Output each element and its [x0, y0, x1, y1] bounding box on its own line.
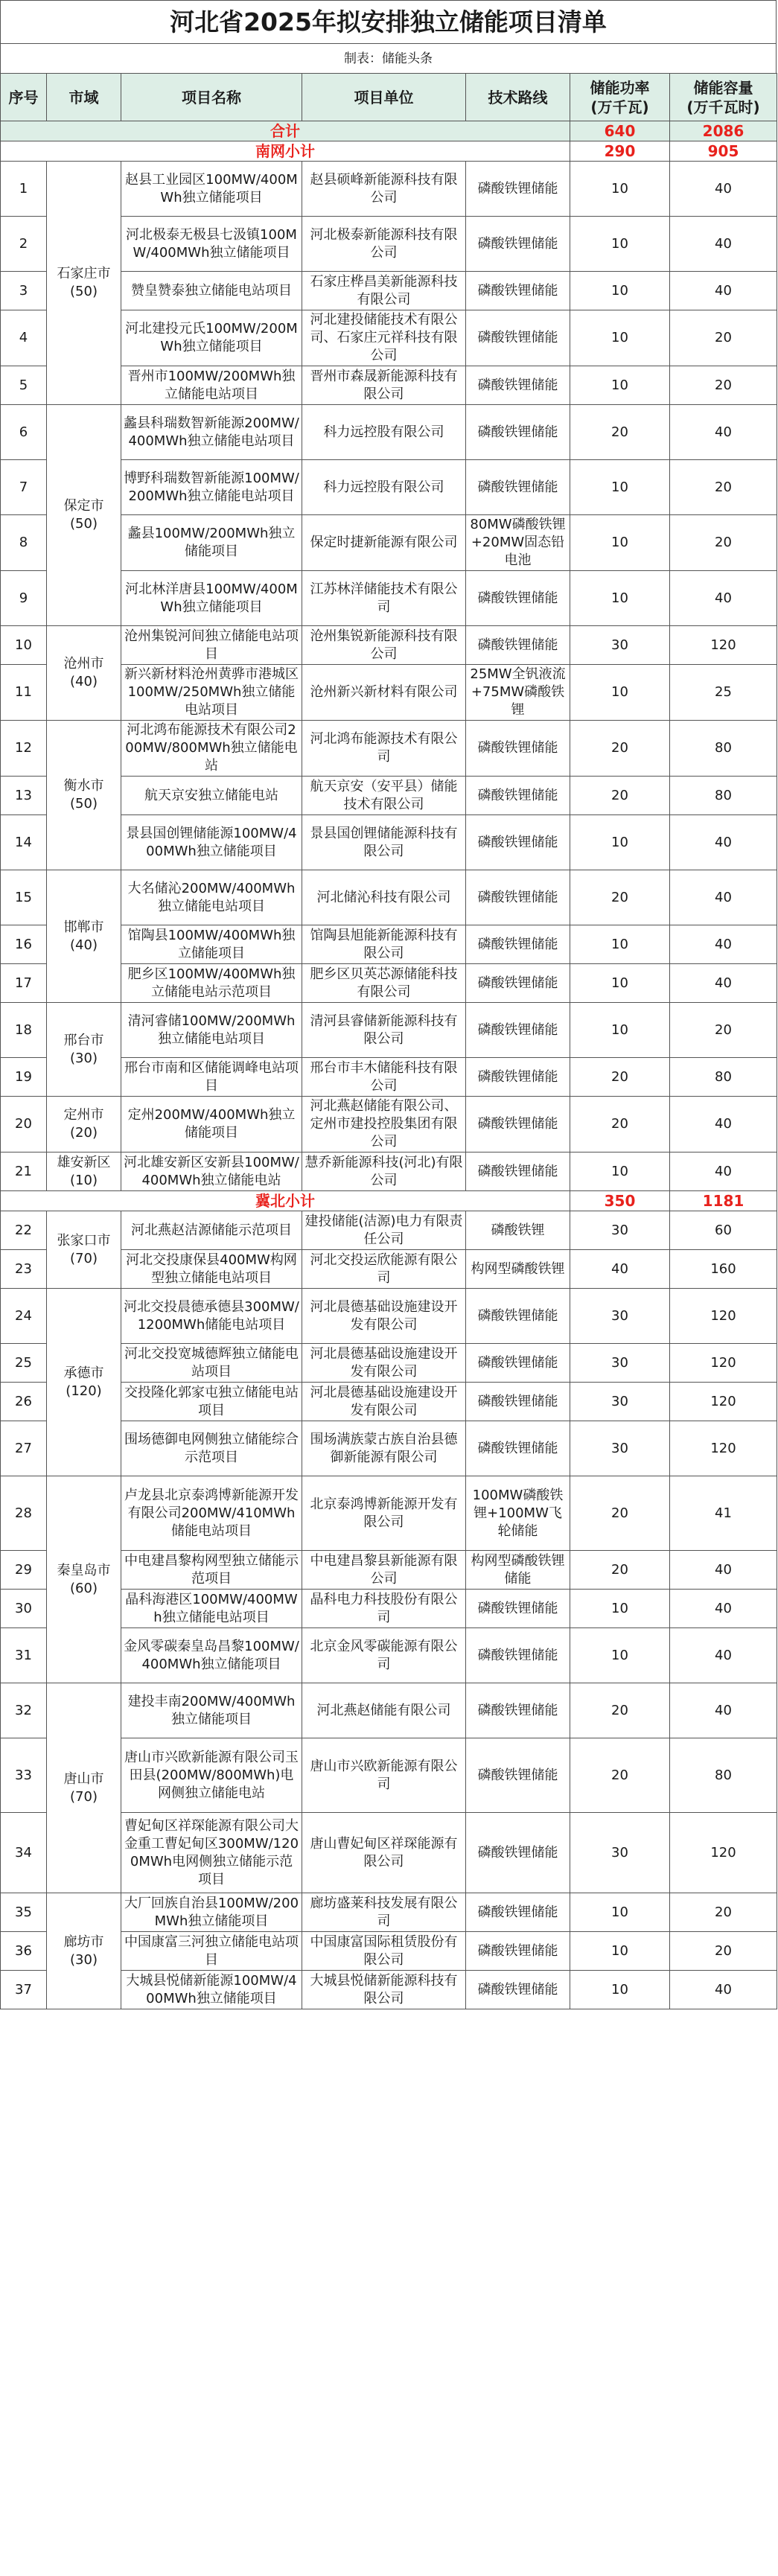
row-number: 29: [1, 1551, 47, 1590]
project-org: 河北晨德基础设施建设开发有限公司: [302, 1289, 466, 1344]
tech-route: 磷酸铁锂储能: [466, 1738, 570, 1813]
project-org: 景县国创锂储能源科技有限公司: [302, 815, 466, 870]
project-name: 晋州市100MW/200MWh独立储能电站项目: [121, 366, 302, 405]
project-org: 河北晨德基础设施建设开发有限公司: [302, 1344, 466, 1383]
row-number: 16: [1, 925, 47, 964]
power-value: 10: [570, 366, 670, 405]
capacity-value: 120: [670, 1813, 777, 1893]
project-name: 博野科瑞数智新能源100MW/200MWh独立储能电站项目: [121, 460, 302, 515]
tech-route: 100MW磷酸铁锂+100MW飞轮储能: [466, 1476, 570, 1551]
header-org: 项目单位: [302, 74, 466, 121]
project-org: 河北建投储能技术有限公司、石家庄元祥科技有限公司: [302, 310, 466, 366]
row-number: 8: [1, 515, 47, 571]
project-org: 河北交投运欣能源有限公司: [302, 1250, 466, 1289]
row-number: 19: [1, 1058, 47, 1097]
tech-route: 磷酸铁锂储能: [466, 1344, 570, 1383]
project-org: 晋州市森晟新能源科技有限公司: [302, 366, 466, 405]
capacity-value: 20: [670, 1003, 777, 1058]
city-cell: 廊坊市 (30): [47, 1893, 121, 2009]
tech-route: 25MW全钒液流+75MW磷酸铁锂: [466, 665, 570, 721]
capacity-value: 120: [670, 626, 777, 665]
page-title: 河北省2025年拟安排独立储能项目清单: [0, 0, 777, 43]
capacity-value: 60: [670, 1211, 777, 1250]
tech-route: 磷酸铁锂储能: [466, 162, 570, 217]
table-row: [1, 1476, 777, 1551]
north-subtotal-row-capacity: 1181: [670, 1191, 777, 1211]
city-cell: 保定市 (50): [47, 405, 121, 626]
project-org: 江苏林洋储能技术有限公司: [302, 571, 466, 626]
header-name: 项目名称: [121, 74, 302, 121]
capacity-value: 20: [670, 515, 777, 571]
table-row: [1, 1003, 777, 1058]
capacity-value: 20: [670, 1932, 777, 1971]
power-value: 20: [570, 1476, 670, 1551]
power-value: 10: [570, 515, 670, 571]
tech-route: 磷酸铁锂储能: [466, 815, 570, 870]
tech-route: 构网型磷酸铁锂: [466, 1250, 570, 1289]
capacity-value: 40: [670, 571, 777, 626]
table-row: [1, 1211, 777, 1250]
capacity-value: 20: [670, 1893, 777, 1932]
project-name: 交投隆化郭家屯独立储能电站项目: [121, 1383, 302, 1421]
project-name: 围场德御电网侧独立储能综合示范项目: [121, 1421, 302, 1476]
tech-route: 磷酸铁锂储能: [466, 1003, 570, 1058]
header-city: 市域: [47, 74, 121, 121]
tech-route: 磷酸铁锂: [466, 1211, 570, 1250]
tech-route: 磷酸铁锂储能: [466, 405, 570, 460]
tech-route: 磷酸铁锂储能: [466, 1813, 570, 1893]
capacity-value: 40: [670, 1971, 777, 2009]
tech-route: 磷酸铁锂储能: [466, 1421, 570, 1476]
project-org: 慧乔新能源科技(河北)有限公司: [302, 1152, 466, 1191]
project-org: 河北晨德基础设施建设开发有限公司: [302, 1383, 466, 1421]
power-value: 10: [570, 1628, 670, 1683]
table-body: [1, 121, 777, 2009]
tech-route: 构网型磷酸铁锂储能: [466, 1551, 570, 1590]
capacity-value: 40: [670, 1097, 777, 1152]
tech-route: 80MW磷酸铁锂+20MW固态铅电池: [466, 515, 570, 571]
project-name: 河北鸿布能源技术有限公司200MW/800MWh独立储能电站: [121, 721, 302, 777]
project-name: 曹妃甸区祥琛能源有限公司大金重工曹妃甸区300MW/1200MWh电网侧独立储能示范项目: [121, 1813, 302, 1893]
table-row: [1, 162, 777, 217]
project-name: 建投丰南200MW/400MWh独立储能项目: [121, 1683, 302, 1738]
project-name: 晶科海港区100MW/400MWh独立储能电站项目: [121, 1590, 302, 1628]
row-number: 26: [1, 1383, 47, 1421]
project-org: 航天京安（安平县）储能技术有限公司: [302, 777, 466, 815]
row-number: 24: [1, 1289, 47, 1344]
power-value: 20: [570, 1551, 670, 1590]
tech-route: 磷酸铁锂储能: [466, 870, 570, 925]
project-name: 河北交投康保县400MW构网型独立储能电站项目: [121, 1250, 302, 1289]
total-row-power: 640: [570, 121, 670, 141]
table-row: [1, 1097, 777, 1152]
tech-route: 磷酸铁锂储能: [466, 925, 570, 964]
project-org: 河北鸿布能源技术有限公司: [302, 721, 466, 777]
power-value: 30: [570, 626, 670, 665]
power-value: 20: [570, 777, 670, 815]
city-cell: 秦皇岛市 (60): [47, 1476, 121, 1683]
row-number: 5: [1, 366, 47, 405]
project-org: 晶科电力科技股份有限公司: [302, 1590, 466, 1628]
project-name: 河北雄安新区安新县100MW/400MWh独立储能电站: [121, 1152, 302, 1191]
row-number: 36: [1, 1932, 47, 1971]
tech-route: 磷酸铁锂储能: [466, 1590, 570, 1628]
project-name: 赞皇赞泰独立储能电站项目: [121, 272, 302, 310]
total-row-capacity: 2086: [670, 121, 777, 141]
row-number: 6: [1, 405, 47, 460]
city-cell: 张家口市 (70): [47, 1211, 121, 1289]
tech-route: 磷酸铁锂储能: [466, 1932, 570, 1971]
power-value: 10: [570, 310, 670, 366]
project-name: 航天京安独立储能电站: [121, 777, 302, 815]
tech-route: 磷酸铁锂储能: [466, 460, 570, 515]
project-org: 馆陶县旭能新能源科技有限公司: [302, 925, 466, 964]
tech-route: 磷酸铁锂储能: [466, 1152, 570, 1191]
south-subtotal-row-label: 南网小计: [1, 141, 570, 162]
capacity-value: 40: [670, 1152, 777, 1191]
row-number: 10: [1, 626, 47, 665]
project-name: 沧州集锐河间独立储能电站项目: [121, 626, 302, 665]
power-value: 10: [570, 1893, 670, 1932]
tech-route: 磷酸铁锂储能: [466, 1289, 570, 1344]
capacity-value: 40: [670, 1683, 777, 1738]
city-cell: 衡水市 (50): [47, 721, 121, 870]
header-no: 序号: [1, 74, 47, 121]
project-name: 清河睿储100MW/200MWh独立储能电站项目: [121, 1003, 302, 1058]
tech-route: 磷酸铁锂储能: [466, 1683, 570, 1738]
row-number: 4: [1, 310, 47, 366]
project-name: 邢台市南和区储能调峰电站项目: [121, 1058, 302, 1097]
power-value: 10: [570, 1590, 670, 1628]
capacity-value: 20: [670, 366, 777, 405]
row-number: 13: [1, 777, 47, 815]
project-name: 河北交投晨德承德县300MW/1200MWh储能电站项目: [121, 1289, 302, 1344]
power-value: 20: [570, 1097, 670, 1152]
project-name: 河北建投元氏100MW/200MWh独立储能项目: [121, 310, 302, 366]
city-cell: 沧州市 (40): [47, 626, 121, 721]
power-value: 10: [570, 665, 670, 721]
row-number: 21: [1, 1152, 47, 1191]
project-name: 定州200MW/400MWh独立储能项目: [121, 1097, 302, 1152]
table-row: [1, 870, 777, 925]
row-number: 34: [1, 1813, 47, 1893]
tech-route: 磷酸铁锂储能: [466, 626, 570, 665]
project-name: 大厂回族自治县100MW/200MWh独立储能项目: [121, 1893, 302, 1932]
city-cell: 邯郸市 (40): [47, 870, 121, 1003]
project-org: 大城县悦储新能源科技有限公司: [302, 1971, 466, 2009]
row-number: 14: [1, 815, 47, 870]
power-value: 40: [570, 1250, 670, 1289]
project-name: 新兴新材料沧州黄骅市港城区100MW/250MWh独立储能电站项目: [121, 665, 302, 721]
project-org: 唐山市兴欧新能源有限公司: [302, 1738, 466, 1813]
capacity-value: 40: [670, 405, 777, 460]
capacity-value: 120: [670, 1289, 777, 1344]
capacity-value: 40: [670, 162, 777, 217]
tech-route: 磷酸铁锂储能: [466, 571, 570, 626]
city-cell: 石家庄市 (50): [47, 162, 121, 405]
power-value: 10: [570, 162, 670, 217]
capacity-value: 80: [670, 721, 777, 777]
project-name: 金风零碳秦皇岛昌黎100MW/400MWh独立储能项目: [121, 1628, 302, 1683]
power-value: 30: [570, 1344, 670, 1383]
row-number: 30: [1, 1590, 47, 1628]
row-number: 33: [1, 1738, 47, 1813]
capacity-value: 40: [670, 870, 777, 925]
capacity-value: 25: [670, 665, 777, 721]
table-row: [1, 1289, 777, 1344]
tech-route: 磷酸铁锂储能: [466, 1971, 570, 2009]
project-name: 景县国创锂储能源100MW/400MWh独立储能项目: [121, 815, 302, 870]
row-number: 9: [1, 571, 47, 626]
project-org: 河北燕赵储能有限公司、定州市建投控股集团有限公司: [302, 1097, 466, 1152]
power-value: 20: [570, 1058, 670, 1097]
city-cell: 承德市 (120): [47, 1289, 121, 1476]
table-row: [1, 721, 777, 777]
project-org: 科力远控股有限公司: [302, 405, 466, 460]
project-org: 肥乡区贝英芯源储能科技有限公司: [302, 964, 466, 1003]
tech-route: 磷酸铁锂储能: [466, 310, 570, 366]
tech-route: 磷酸铁锂储能: [466, 366, 570, 405]
row-number: 7: [1, 460, 47, 515]
project-name: 唐山市兴欧新能源有限公司玉田县(200MW/800MWh)电网侧独立储能电站: [121, 1738, 302, 1813]
row-number: 35: [1, 1893, 47, 1932]
project-name: 中电建昌黎构网型独立储能示范项目: [121, 1551, 302, 1590]
capacity-value: 80: [670, 1058, 777, 1097]
row-number: 18: [1, 1003, 47, 1058]
row-number: 15: [1, 870, 47, 925]
power-value: 10: [570, 571, 670, 626]
power-value: 30: [570, 1289, 670, 1344]
power-value: 20: [570, 405, 670, 460]
capacity-value: 80: [670, 1738, 777, 1813]
row-number: 27: [1, 1421, 47, 1476]
capacity-value: 40: [670, 925, 777, 964]
capacity-value: 40: [670, 964, 777, 1003]
project-org: 北京泰鸿博新能源开发有限公司: [302, 1476, 466, 1551]
project-org: 沧州新兴新材料有限公司: [302, 665, 466, 721]
capacity-value: 40: [670, 815, 777, 870]
tech-route: 磷酸铁锂储能: [466, 777, 570, 815]
tech-route: 磷酸铁锂储能: [466, 1383, 570, 1421]
project-table: [0, 73, 777, 2009]
capacity-value: 41: [670, 1476, 777, 1551]
city-cell: 定州市 (20): [47, 1097, 121, 1152]
power-value: 10: [570, 217, 670, 272]
project-org: 石家庄桦昌美新能源科技有限公司: [302, 272, 466, 310]
project-name: 河北林洋唐县100MW/400MWh独立储能项目: [121, 571, 302, 626]
tech-route: 磷酸铁锂储能: [466, 217, 570, 272]
row-number: 12: [1, 721, 47, 777]
project-org: 科力远控股有限公司: [302, 460, 466, 515]
south-subtotal-row-capacity: 905: [670, 141, 777, 162]
tech-route: 磷酸铁锂储能: [466, 964, 570, 1003]
project-name: 河北极泰无极县七汲镇100MW/400MWh独立储能项目: [121, 217, 302, 272]
capacity-value: 120: [670, 1421, 777, 1476]
power-value: 30: [570, 1211, 670, 1250]
header-power: 储能功率 (万千瓦): [570, 74, 670, 121]
row-number: 3: [1, 272, 47, 310]
capacity-value: 20: [670, 460, 777, 515]
project-org: 赵县硕峰新能源科技有限公司: [302, 162, 466, 217]
north-subtotal-row: [1, 1191, 777, 1211]
row-number: 23: [1, 1250, 47, 1289]
north-subtotal-row-label: 冀北小计: [1, 1191, 570, 1211]
page-subtitle: 制表：储能头条: [0, 43, 777, 73]
project-org: 廊坊盛莱科技发展有限公司: [302, 1893, 466, 1932]
power-value: 10: [570, 964, 670, 1003]
project-name: 河北燕赵洁源储能示范项目: [121, 1211, 302, 1250]
power-value: 30: [570, 1383, 670, 1421]
capacity-value: 40: [670, 1590, 777, 1628]
project-org: 河北储沁科技有限公司: [302, 870, 466, 925]
project-org: 河北极泰新能源科技有限公司: [302, 217, 466, 272]
project-org: 河北燕赵储能有限公司: [302, 1683, 466, 1738]
table-row: [1, 1893, 777, 1932]
project-name: 河北交投宽城德辉独立储能电站项目: [121, 1344, 302, 1383]
north-subtotal-row-power: 350: [570, 1191, 670, 1211]
row-number: 11: [1, 665, 47, 721]
south-subtotal-row: [1, 141, 777, 162]
power-value: 20: [570, 870, 670, 925]
power-value: 10: [570, 925, 670, 964]
project-name: 大城县悦储新能源100MW/400MWh独立储能项目: [121, 1971, 302, 2009]
project-name: 大名储沁200MW/400MWh独立储能电站项目: [121, 870, 302, 925]
project-org: 保定时捷新能源有限公司: [302, 515, 466, 571]
row-number: 22: [1, 1211, 47, 1250]
row-number: 1: [1, 162, 47, 217]
capacity-value: 40: [670, 217, 777, 272]
city-cell: 雄安新区 (10): [47, 1152, 121, 1191]
header-capacity: 储能容量 (万千瓦时): [670, 74, 777, 121]
capacity-value: 80: [670, 777, 777, 815]
project-org: 建投储能(洁源)电力有限责任公司: [302, 1211, 466, 1250]
tech-route: 磷酸铁锂储能: [466, 1628, 570, 1683]
tech-route: 磷酸铁锂储能: [466, 1097, 570, 1152]
power-value: 10: [570, 1932, 670, 1971]
tech-route: 磷酸铁锂储能: [466, 1058, 570, 1097]
row-number: 37: [1, 1971, 47, 2009]
row-number: 32: [1, 1683, 47, 1738]
capacity-value: 40: [670, 1551, 777, 1590]
capacity-value: 40: [670, 272, 777, 310]
project-name: 赵县工业园区100MW/400MWh独立储能项目: [121, 162, 302, 217]
power-value: 10: [570, 1152, 670, 1191]
power-value: 30: [570, 1421, 670, 1476]
table-row: [1, 626, 777, 665]
power-value: 10: [570, 460, 670, 515]
power-value: 20: [570, 1683, 670, 1738]
project-org: 中国康富国际租赁股份有限公司: [302, 1932, 466, 1971]
total-row: [1, 121, 777, 141]
row-number: 20: [1, 1097, 47, 1152]
power-value: 20: [570, 721, 670, 777]
power-value: 20: [570, 1738, 670, 1813]
project-name: 中国康富三河独立储能电站项目: [121, 1932, 302, 1971]
project-name: 蠡县科瑞数智新能源200MW/400MWh独立储能电站项目: [121, 405, 302, 460]
power-value: 10: [570, 1003, 670, 1058]
city-cell: 邢台市 (30): [47, 1003, 121, 1097]
capacity-value: 120: [670, 1344, 777, 1383]
table-row: [1, 1683, 777, 1738]
tech-route: 磷酸铁锂储能: [466, 721, 570, 777]
capacity-value: 20: [670, 310, 777, 366]
table-row: [1, 1152, 777, 1191]
project-org: 唐山曹妃甸区祥琛能源有限公司: [302, 1813, 466, 1893]
row-number: 25: [1, 1344, 47, 1383]
city-cell: 唐山市 (70): [47, 1683, 121, 1893]
project-name: 肥乡区100MW/400MWh独立储能电站示范项目: [121, 964, 302, 1003]
row-number: 2: [1, 217, 47, 272]
capacity-value: 160: [670, 1250, 777, 1289]
row-number: 17: [1, 964, 47, 1003]
project-org: 沧州集锐新能源科技有限公司: [302, 626, 466, 665]
row-number: 31: [1, 1628, 47, 1683]
project-org: 邢台市丰木储能科技有限公司: [302, 1058, 466, 1097]
tech-route: 磷酸铁锂储能: [466, 1893, 570, 1932]
project-org: 北京金风零碳能源有限公司: [302, 1628, 466, 1683]
power-value: 30: [570, 1813, 670, 1893]
capacity-value: 120: [670, 1383, 777, 1421]
project-org: 中电建昌黎县新能源有限公司: [302, 1551, 466, 1590]
south-subtotal-row-power: 290: [570, 141, 670, 162]
total-row-label: 合计: [1, 121, 570, 141]
power-value: 10: [570, 272, 670, 310]
power-value: 10: [570, 1971, 670, 2009]
header-row: [1, 74, 777, 121]
tech-route: 磷酸铁锂储能: [466, 272, 570, 310]
project-name: 蠡县100MW/200MWh独立储能项目: [121, 515, 302, 571]
project-name: 卢龙县北京泰鸿博新能源开发有限公司200MW/410MWh储能电站项目: [121, 1476, 302, 1551]
table-row: [1, 405, 777, 460]
header-tech: 技术路线: [466, 74, 570, 121]
capacity-value: 40: [670, 1628, 777, 1683]
project-name: 馆陶县100MW/400MWh独立储能项目: [121, 925, 302, 964]
project-org: 围场满族蒙古族自治县德御新能源有限公司: [302, 1421, 466, 1476]
power-value: 10: [570, 815, 670, 870]
row-number: 28: [1, 1476, 47, 1551]
project-org: 清河县睿储新能源科技有限公司: [302, 1003, 466, 1058]
